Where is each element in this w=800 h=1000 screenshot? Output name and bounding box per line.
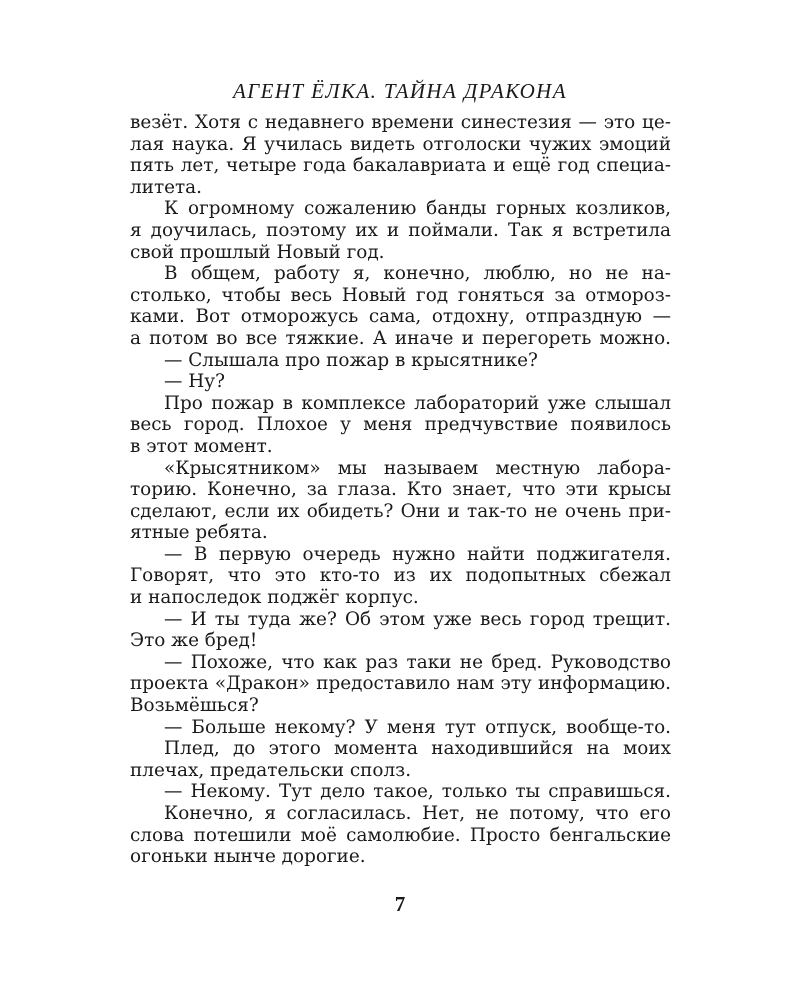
- text-line: Про пожар в комплексе лабораторий уже слышал: [164, 392, 671, 414]
- text-line: — Ну?: [164, 371, 225, 393]
- text-line: весь город. Плохое у меня предчувствие появилось: [130, 414, 671, 436]
- text-line: огоньки нынче дорогие.: [130, 846, 366, 868]
- text-line: я доучилась, поэтому их и поймали. Так я встретила: [130, 219, 671, 241]
- text-line: столько, чтобы весь Новый год гоняться за отмороз-: [130, 284, 671, 306]
- text-line: — И ты туда же? Об этом уже весь город трещит.: [164, 608, 671, 630]
- text-line: Плед, до этого момента находившийся на моих: [164, 738, 671, 760]
- text-line: торию. Конечно, за глаза. Кто знает, что эти крысы: [130, 479, 671, 501]
- text-line: плечах, предательски сполз.: [130, 759, 412, 781]
- text-line: проекта «Дракон» предоставило нам эту информацию.: [130, 673, 671, 695]
- text-line: в этот момент.: [130, 435, 273, 457]
- text-line: и напоследок поджёг корпус.: [130, 587, 419, 609]
- text-line: — Слышала про пожар в крысятнике?: [164, 349, 538, 371]
- text-line: а потом во все тяжкие. А иначе и перегореть можно.: [130, 327, 671, 349]
- text-line: Возьмёшься?: [130, 695, 259, 717]
- text-line: Говорят, что это кто-то из их подопытных сбежал: [130, 565, 671, 587]
- text-line: литета.: [130, 176, 202, 198]
- text-line: ятные ребята.: [130, 522, 268, 544]
- text-line: везёт. Хотя с недавнего времени синестезия — это це-: [130, 112, 671, 133]
- text-line: слова потешили моё самолюбие. Просто бенгальские: [130, 824, 671, 846]
- text-line: Это же бред!: [130, 630, 258, 652]
- running-title: АГЕНТ ЁЛКА. ТАЙНА ДРАКОНА: [233, 79, 567, 103]
- text-line: ками. Вот отморожусь сама, отдохну, отпраздную —: [130, 306, 671, 328]
- text-line: В общем, работу я, конечно, люблю, но не на-: [164, 263, 671, 285]
- text-line: — Больше некому? У меня тут отпуск, вообще-то.: [164, 716, 671, 738]
- text-line: — Похоже, что как раз таки не бред. Руководство: [164, 651, 671, 673]
- text-line: — Некому. Тут дело такое, только ты справишься.: [164, 781, 671, 803]
- text-line: лая наука. Я училась видеть отголоски чужих эмоций: [130, 133, 671, 155]
- page-number: 7: [394, 892, 406, 916]
- text-line: — В первую очередь нужно найти поджигателя.: [164, 543, 671, 565]
- body-text: [130, 112, 671, 868]
- text-line: сделают, если их обидеть? Они и так-то не очень при-: [130, 500, 671, 522]
- text-line: К огромному сожалению банды горных козликов,: [164, 198, 671, 220]
- text-line: «Крысятником» мы называем местную лабора-: [164, 457, 671, 479]
- text-line: Конечно, я согласилась. Нет, не потому, что его: [164, 803, 671, 824]
- text-line: пять лет, четыре года бакалавриата и ещё год специа-: [130, 155, 671, 177]
- text-line: свой прошлый Новый год.: [130, 241, 385, 263]
